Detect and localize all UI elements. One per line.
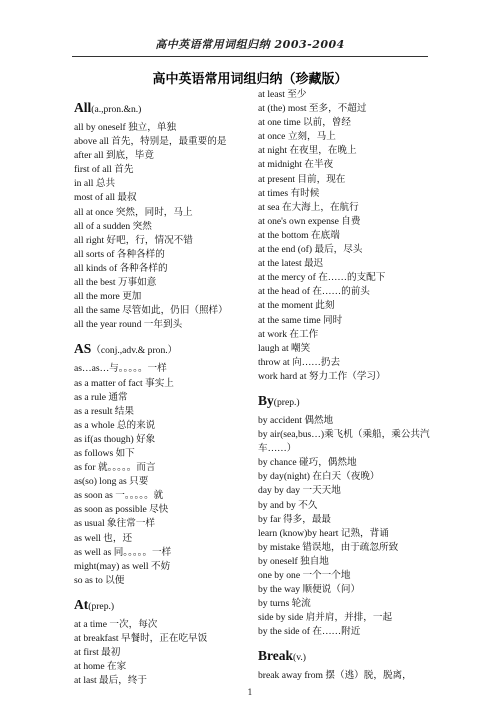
phrase-entry: all at once 突然，同时，马上 [74, 206, 193, 218]
phrase-entry: by mistake 错误地，由于疏忽所致 [258, 541, 399, 553]
phrase-entry: at present 目前，现在 [258, 173, 346, 185]
phrase-entry: by accident 偶然地 [258, 414, 334, 426]
phrase-entry: all by oneself 独立，单独 [74, 122, 177, 133]
phrase-entry: all kinds of 各种各样的 [74, 262, 168, 274]
phrase-entry: all of a sudden 突然 [74, 220, 152, 232]
phrase-entry: as well as 同。。。。。一样 [74, 546, 172, 558]
phrase-entry: as soon as possible 尽快 [74, 504, 169, 516]
phrase-entry: as well 也，还 [74, 532, 133, 544]
section-heading-word: At [74, 596, 89, 612]
phrase-entry: as usual 象往常一样 [74, 518, 156, 530]
phrase-entry: all the more 更加 [74, 291, 142, 303]
section-heading [258, 392, 436, 412]
phrase-entry: as a result 结果 [74, 405, 134, 417]
section-heading-pos: (v.) [293, 652, 306, 664]
phrase-entry: all the best 万事如意 [74, 277, 157, 289]
right-column [258, 88, 436, 688]
section-heading-word: All [74, 100, 92, 115]
phrase-entry: at last 最后，终于 [74, 675, 148, 687]
phrase-entry: work hard at 努力工作（学习） [258, 370, 386, 382]
section-heading [74, 596, 250, 616]
phrase-entry: at night 在夜里，在晚上 [258, 145, 357, 157]
phrase-entry: at (the) most 至多，不超过 [258, 103, 367, 115]
phrase-entry: at the mercy of 在……的支配下 [258, 272, 386, 284]
phrase-entry: at the moment 此刻 [258, 300, 335, 312]
phrase-entry: as…as…与。。。。。一样 [74, 363, 167, 375]
section-gap [74, 588, 250, 592]
phrase-entry: day by day 一天天地 [258, 485, 341, 497]
left-column [74, 95, 250, 692]
document-title: 高中英语常用词组归纳（珍藏版） [152, 72, 348, 87]
phrase-entry: as soon as 一。。。。。就 [74, 490, 164, 502]
section-gap [258, 384, 436, 388]
phrase-entry: after all 到底，毕竟 [74, 150, 154, 162]
phrase-entry: as if(as though) 好象 [74, 433, 156, 445]
section-heading-pos: (prep.) [88, 600, 115, 612]
phrase-entry: all the year round 一年到头 [74, 319, 183, 331]
phrase-entry: as a matter of fact 事实上 [74, 377, 174, 389]
phrase-entry: learn (know)by heart 记熟，背诵 [258, 527, 389, 539]
phrase-entry: by far 得多，最最 [258, 513, 332, 525]
phrase-entry: by oneself 独自地 [258, 555, 329, 567]
phrase-entry: throw at 向……扔去 [258, 356, 341, 368]
phrase-entry: at times 有时候 [258, 187, 320, 199]
phrase-entry: first of all 首先 [74, 164, 134, 176]
phrase-entry: at the same time 同时 [258, 314, 343, 326]
phrase-entry: one by one 一个一个地 [258, 570, 351, 581]
phrase-entry: in all 总共 [74, 178, 116, 190]
phrase-entry: all sorts of 各种各样的 [74, 248, 165, 260]
section-gap [258, 639, 436, 643]
phrase-entry: laugh at 嘲笑 [258, 342, 311, 354]
phrase-entry: at home 在家 [74, 661, 127, 673]
phrase-entry: above all 首先，特别是，最重要的是 [74, 136, 227, 148]
phrase-entry: as a rule 通常 [74, 391, 128, 403]
page-number: 1 [247, 688, 253, 697]
phrase-entry: by air(sea,bus…)乘飞机（乘船，乘公共汽车……） [258, 429, 430, 455]
section-heading-pos: (a.,pron.&n.) [91, 104, 142, 115]
phrase-entry: by day(night) 在白天（夜晚） [258, 471, 380, 483]
section-heading-word: AS [74, 341, 92, 357]
section-heading [74, 340, 250, 360]
phrase-entry: at breakfast 早餐时，正在吃早饭 [74, 633, 208, 644]
phrase-entry: might(may) as well 不妨 [74, 560, 171, 572]
phrase-entry: at the end (of) 最后，尽头 [258, 244, 363, 256]
phrase-entry: at midnight 在半夜 [258, 159, 334, 171]
phrase-entry: at first 最初 [74, 647, 121, 659]
phrase-entry: at sea 在大海上，在航行 [258, 201, 359, 213]
phrase-entry: at least 至少 [258, 89, 307, 100]
phrase-entry: at one's own expense 自费 [258, 215, 361, 227]
phrase-entry: at a time 一次，每次 [74, 618, 158, 630]
phrase-entry: as for 就。。。。。而言 [74, 462, 156, 474]
phrase-entry: at work 在工作 [258, 328, 319, 340]
phrase-entry: most of all 最叔 [74, 192, 137, 204]
section-gap [258, 684, 436, 688]
phrase-entry: as(so) long as 只要 [74, 476, 149, 488]
phrase-entry: side by side 肩并肩，并排，一起 [258, 612, 393, 624]
phrase-entry: all the same 尽管如此，仍旧（照样） [74, 305, 228, 317]
phrase-entry: all right 好吧，行，情况不错 [74, 234, 193, 246]
phrase-entry: by the way 顺便说（问） [258, 584, 361, 596]
section-gap [74, 332, 250, 336]
phrase-entry: as a whole 总的来说 [74, 419, 156, 431]
phrase-entry: at the bottom 在底端 [258, 229, 340, 241]
phrase-entry: by and by 不久 [258, 499, 318, 511]
section-heading-word: Break [258, 648, 294, 664]
phrase-entry: at the latest 最迟 [258, 258, 324, 270]
section-heading [258, 647, 436, 667]
section-heading-pos: (prep.) [273, 396, 300, 408]
phrase-entry: at the head of 在……的前头 [258, 286, 370, 298]
phrase-entry: so as to 以便 [74, 574, 125, 586]
header-rule [72, 56, 428, 57]
section-heading [74, 99, 250, 119]
phrase-entry: by the side of 在……附近 [258, 626, 361, 638]
running-header: 高中英语常用词组归纳 2003-2004 [155, 38, 345, 51]
phrase-entry: by turns 轮流 [258, 598, 311, 610]
phrase-entry: as follows 如下 [74, 447, 135, 459]
phrase-entry: break away from 摆（逃）脱，脱离， [258, 670, 412, 682]
section-heading-pos: （conj.,adv.& pron.） [91, 345, 178, 357]
phrase-entry: at one time 以前，曾经 [258, 117, 351, 129]
section-heading-word: By [258, 392, 274, 408]
phrase-entry: at once 立刻，马上 [258, 131, 336, 143]
phrase-entry: by chance 碰巧，偶然地 [258, 457, 357, 469]
